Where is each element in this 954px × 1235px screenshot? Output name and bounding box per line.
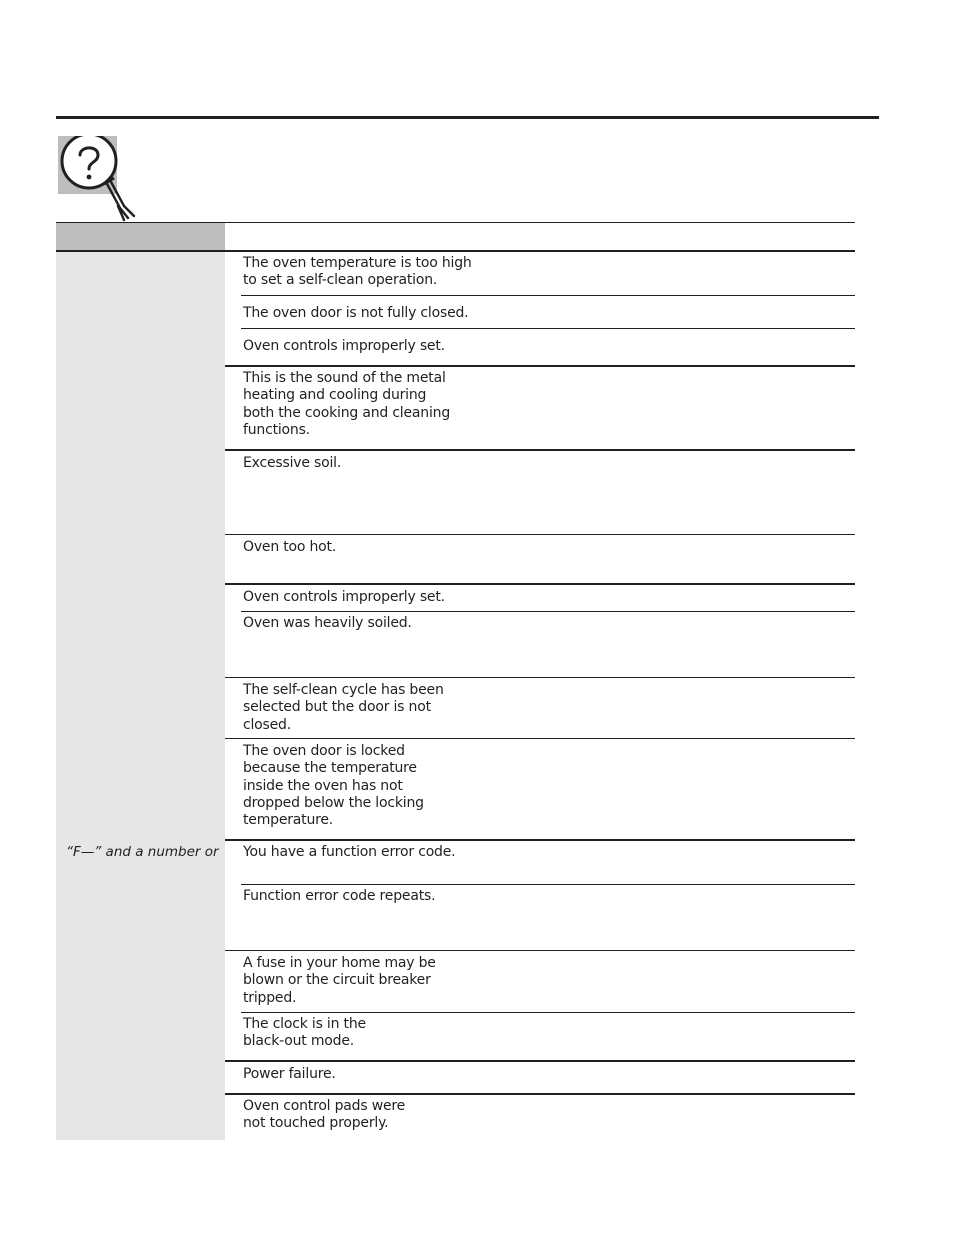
header-problem-cell [56, 223, 225, 251]
row-divider [225, 839, 855, 841]
cause-text: The clock is in the black-out mode. [243, 1016, 366, 1050]
row-divider [225, 950, 855, 951]
cause-text: The oven door is not fully closed. [243, 305, 469, 321]
row-divider [225, 677, 855, 678]
cause-divider [241, 884, 855, 885]
row-divider [225, 1060, 855, 1062]
row-divider [225, 583, 855, 585]
row-divider [225, 449, 855, 451]
problem-label: “F—” and a number or [66, 844, 219, 860]
cause-text: A fuse in your home may be blown or the circuit breaker tripped. [243, 955, 436, 1006]
cause-divider [241, 328, 855, 329]
cause-text: Power failure. [243, 1066, 336, 1082]
cause-text: You have a function error code. [243, 844, 456, 860]
cause-text: The self-clean cycle has been selected but the door is not closed. [243, 682, 444, 733]
cause-divider [241, 295, 855, 296]
top-rule [56, 116, 879, 119]
row-divider [225, 534, 855, 535]
cause-text: Oven controls improperly set. [243, 589, 445, 605]
cause-text: The oven door is locked because the temperature inside the oven has not dropped below the locking temperature. [243, 743, 424, 829]
cause-text: The oven temperature is too high to set a self-clean operation. [243, 255, 472, 289]
row-divider [225, 365, 855, 367]
row-divider [225, 738, 855, 739]
problem-column [56, 252, 225, 1140]
cause-text: Oven controls improperly set. [243, 338, 445, 354]
cause-text: This is the sound of the metal heating and cooling during both the cooking and cleaning functions. [243, 370, 451, 438]
question-magnifier-icon [58, 136, 138, 224]
cause-divider [241, 1012, 855, 1013]
cause-text: Oven was heavily soiled. [243, 615, 412, 631]
cause-text: Oven control pads were not touched properly. [243, 1098, 406, 1132]
cause-text: Oven too hot. [243, 539, 337, 555]
cause-divider [241, 611, 855, 612]
row-divider [225, 1093, 855, 1095]
magnifier-question-icon [58, 136, 138, 224]
cause-text: Function error code repeats. [243, 888, 436, 904]
cause-text: Excessive soil. [243, 455, 342, 471]
